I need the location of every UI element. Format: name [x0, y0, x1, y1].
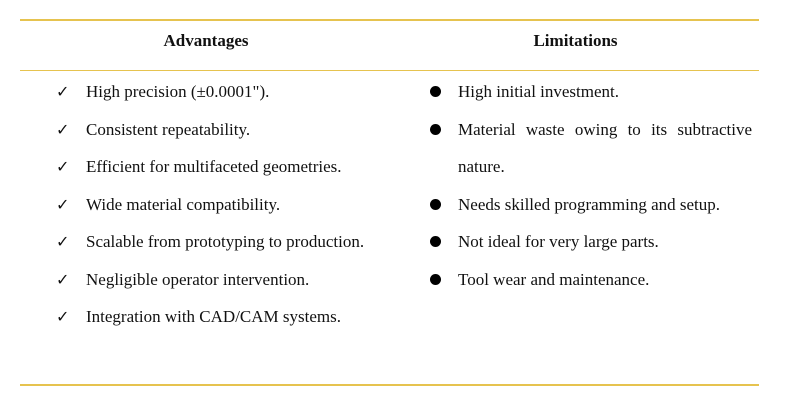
check-icon: ✓ — [56, 157, 70, 176]
advantage-text: Scalable from prototyping to production. — [86, 232, 365, 251]
check-icon: ✓ — [56, 194, 70, 214]
advantage-item — [50, 298, 382, 336]
advantage-item — [50, 261, 382, 299]
advantage-text: Wide material compatibility. — [86, 194, 281, 214]
advantage-text: Efficient for multifaceted geometries. — [86, 157, 342, 176]
check-icon: ✓ — [56, 307, 70, 326]
limitation-text: Tool wear and maintenance. — [458, 269, 650, 289]
limitation-item — [422, 223, 752, 261]
limitation-item — [422, 186, 752, 224]
advantage-item — [50, 148, 382, 186]
advantages-header: Advantages — [163, 31, 249, 50]
table-top-rule — [20, 19, 759, 21]
advantage-item — [50, 111, 382, 149]
limitations-header: Limitations — [533, 31, 618, 50]
limitation-item — [422, 261, 752, 299]
advantage-text: Integration with CAD/CAM systems. — [86, 307, 341, 326]
bullet-icon — [430, 274, 441, 285]
advantages-list — [50, 73, 382, 336]
limitations-list — [422, 73, 752, 298]
advantage-item — [50, 223, 382, 261]
advantage-item — [50, 73, 382, 111]
bullet-icon — [430, 199, 441, 210]
table-bottom-rule — [20, 384, 759, 386]
check-icon: ✓ — [56, 269, 70, 289]
limitation-item — [422, 111, 752, 186]
limitation-item — [422, 73, 752, 111]
check-icon: ✓ — [56, 232, 70, 251]
advantage-item — [50, 186, 382, 224]
table-header-rule — [20, 70, 759, 71]
check-icon: ✓ — [56, 82, 70, 101]
check-icon: ✓ — [56, 119, 70, 139]
bullet-icon — [430, 124, 441, 135]
advantage-text: Negligible operator intervention. — [86, 269, 310, 289]
limitation-text: Needs skilled programming and setup. — [458, 194, 721, 214]
limitation-text: Not ideal for very large parts. — [458, 232, 659, 251]
advantage-text: Consistent repeatability. — [86, 119, 251, 139]
limitation-text: High initial investment. — [458, 82, 620, 101]
bullet-icon — [430, 236, 441, 247]
advantage-text: High precision (±0.0001"). — [86, 82, 270, 101]
bullet-icon — [430, 86, 441, 97]
limitation-text: Material waste owing to its subtractive nature. — [458, 119, 752, 176]
